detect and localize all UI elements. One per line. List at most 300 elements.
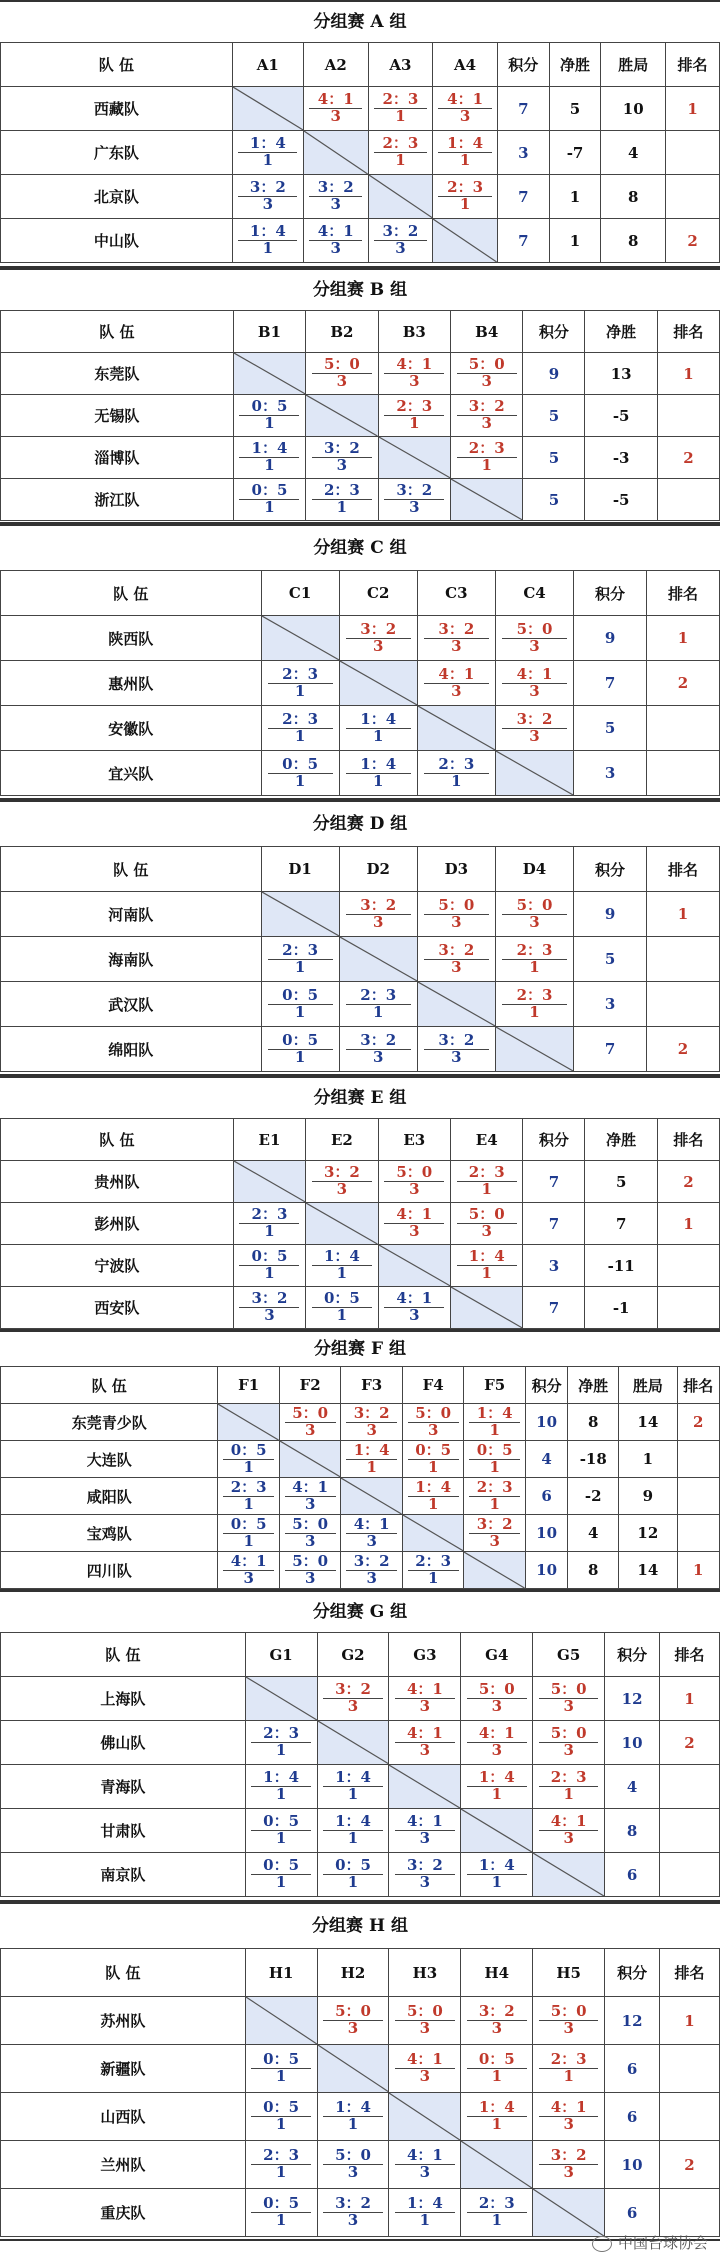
match-score-cell	[306, 1287, 378, 1329]
group-title: 分组赛 H 组	[312, 1916, 408, 1936]
match-score-cell	[533, 1809, 605, 1853]
header-row	[1, 1633, 720, 1677]
rank-cell	[660, 2045, 720, 2093]
self-match-cell	[378, 1245, 450, 1287]
match-points: 1	[451, 771, 462, 790]
match-points: 1	[264, 456, 275, 474]
column-header: 积分	[523, 311, 585, 353]
stat-cell: 14	[619, 1404, 677, 1441]
frame-score: 4：1	[438, 92, 491, 109]
self-match-cell	[339, 661, 417, 706]
column-header: G4	[461, 1633, 533, 1677]
match-points: 3	[336, 372, 348, 390]
match-score-cell	[261, 661, 339, 706]
self-match-cell	[495, 1027, 573, 1072]
match-points: 3	[563, 1829, 574, 1847]
column-header: 胜局	[601, 43, 666, 87]
team-row	[1, 616, 720, 661]
match-points: 3	[409, 1306, 420, 1324]
match-score-cell	[533, 2141, 605, 2189]
self-match-cell	[261, 616, 339, 661]
match-score-cell	[451, 1203, 523, 1245]
frame-score: 2：3	[251, 1726, 311, 1743]
frame-score: 0：5	[251, 2052, 311, 2069]
match-points: 3	[347, 1697, 359, 1715]
match-points: 1	[294, 1047, 306, 1066]
self-match-cell	[218, 1404, 280, 1441]
stat-cell: 10	[601, 87, 666, 131]
column-header: 排名	[660, 1949, 720, 1997]
match-points: 1	[481, 456, 492, 474]
frame-score: 4：1	[424, 667, 489, 684]
match-score-cell	[339, 1027, 417, 1072]
match-points: 1	[409, 414, 420, 432]
rank-cell	[657, 1287, 719, 1329]
stat-cell: 1	[619, 1441, 677, 1478]
match-points: 3	[451, 1047, 462, 1066]
frame-score: 4：1	[309, 92, 362, 109]
match-points: 3	[347, 2211, 359, 2229]
stat-cell: -11	[585, 1245, 657, 1287]
points-cell: 9	[574, 892, 647, 937]
match-points: 3	[304, 1494, 316, 1513]
column-header: C3	[417, 571, 495, 616]
match-points: 3	[336, 456, 348, 474]
self-match-cell	[233, 1161, 305, 1203]
column-header: A1	[232, 43, 303, 87]
team-name: 大连队	[1, 1441, 218, 1478]
frame-score: 3：2	[467, 2004, 527, 2021]
points-cell: 6	[605, 2093, 660, 2141]
frame-score: 0：5	[251, 1814, 311, 1831]
match-score-cell	[261, 751, 339, 796]
team-row	[1, 1027, 720, 1072]
match-score-cell	[317, 2093, 389, 2141]
team-name: 东莞青少队	[1, 1404, 218, 1441]
match-score-cell	[218, 1478, 280, 1515]
match-score-cell	[451, 395, 523, 437]
self-match-cell	[451, 479, 523, 521]
frame-score: 5：0	[502, 898, 567, 915]
column-header: D2	[339, 847, 417, 892]
column-header: 排名	[657, 311, 719, 353]
column-header: C1	[261, 571, 339, 616]
points-cell: 7	[523, 1161, 585, 1203]
rank-cell	[660, 2093, 720, 2141]
frame-score: 1：4	[323, 1770, 383, 1787]
team-row	[1, 1997, 720, 2045]
team-name: 西安队	[1, 1287, 234, 1329]
frame-score: 3：2	[323, 2196, 383, 2213]
team-row	[1, 1853, 720, 1897]
frame-score: 2：3	[374, 136, 427, 153]
column-header: E1	[233, 1119, 305, 1161]
frame-score: 4：1	[395, 2052, 455, 2069]
frame-score: 4：1	[285, 1480, 336, 1497]
frame-score: 2：3	[239, 1207, 299, 1224]
frame-score: 0：5	[239, 1249, 299, 1266]
match-score-cell	[317, 1997, 389, 2045]
frame-score: 2：3	[502, 988, 567, 1005]
match-points: 3	[563, 2163, 574, 2181]
column-header: H5	[533, 1949, 605, 1997]
match-score-cell	[378, 1161, 450, 1203]
match-score-cell	[378, 1203, 450, 1245]
self-match-cell	[279, 1441, 341, 1478]
frame-score: 4：1	[384, 1207, 444, 1224]
match-score-cell	[306, 1161, 378, 1203]
frame-score: 3：2	[384, 483, 444, 500]
stat-cell: 8	[601, 175, 666, 219]
frame-score: 2：3	[502, 943, 567, 960]
frame-score: 2：3	[539, 2052, 599, 2069]
frame-score: 5：0	[285, 1406, 336, 1423]
match-points: 1	[275, 2067, 287, 2085]
match-score-cell	[368, 131, 433, 175]
frame-score: 2：3	[268, 667, 333, 684]
points-cell: 7	[523, 1287, 585, 1329]
frame-score: 3：2	[323, 1682, 383, 1699]
team-row	[1, 1478, 720, 1515]
match-score-cell	[495, 616, 573, 661]
frame-score: 3：2	[312, 441, 372, 458]
column-header: E2	[306, 1119, 378, 1161]
team-name: 甘肃队	[1, 1809, 246, 1853]
match-points: 1	[491, 2211, 502, 2229]
standings-table	[0, 1948, 720, 2237]
rank-cell	[677, 1515, 719, 1552]
frame-score: 3：2	[395, 1858, 455, 1875]
match-score-cell	[495, 982, 573, 1027]
match-points: 1	[373, 726, 384, 745]
team-name: 宁波队	[1, 1245, 234, 1287]
team-row	[1, 937, 720, 982]
match-score-cell	[218, 1441, 280, 1478]
frame-score: 3：2	[469, 1517, 520, 1534]
match-points: 3	[529, 912, 540, 931]
group-title: 分组赛 A 组	[313, 12, 407, 32]
team-row	[1, 219, 720, 263]
frame-score: 3：2	[309, 180, 362, 197]
match-points: 3	[491, 2019, 502, 2037]
rank-cell	[660, 1809, 720, 1853]
frame-score: 5：0	[539, 1682, 599, 1699]
match-points: 1	[459, 151, 471, 169]
match-score-cell	[533, 1721, 605, 1765]
points-cell: 3	[574, 751, 647, 796]
column-header: F2	[279, 1367, 341, 1404]
header-row	[1, 847, 720, 892]
frame-score: 2：3	[408, 1554, 459, 1571]
match-score-cell	[233, 395, 305, 437]
frame-score: 4：1	[309, 224, 362, 241]
column-header: G1	[245, 1633, 317, 1677]
self-match-cell	[245, 1677, 317, 1721]
watermark	[592, 2232, 708, 2253]
match-score-cell	[417, 937, 495, 982]
match-points: 3	[347, 2019, 359, 2037]
frame-score: 2：3	[457, 1165, 517, 1182]
match-score-cell	[417, 1027, 495, 1072]
match-score-cell	[417, 892, 495, 937]
rank-cell: 1	[666, 87, 720, 131]
match-points: 1	[395, 151, 406, 169]
group-title: 分组赛 D 组	[312, 814, 408, 834]
team-name: 河南队	[1, 892, 262, 937]
frame-score: 1：4	[467, 1770, 527, 1787]
match-score-cell	[317, 2189, 389, 2237]
frame-score: 5：0	[467, 1682, 527, 1699]
column-header: 队 伍	[1, 43, 233, 87]
match-points: 1	[275, 2115, 287, 2133]
column-header: 队 伍	[1, 847, 262, 892]
frame-score: 5：0	[408, 1406, 459, 1423]
team-row	[1, 1677, 720, 1721]
match-points: 3	[373, 636, 384, 655]
self-match-cell	[306, 395, 378, 437]
frame-score: 1：4	[438, 136, 491, 153]
rank-cell: 1	[647, 616, 720, 661]
points-cell: 7	[497, 219, 549, 263]
match-points: 1	[243, 1494, 254, 1513]
match-score-cell	[233, 1203, 305, 1245]
column-header: 积分	[605, 1633, 660, 1677]
match-points: 3	[409, 1180, 420, 1198]
column-header: 积分	[523, 1119, 585, 1161]
match-points: 3	[481, 372, 492, 390]
points-cell: 6	[605, 2189, 660, 2237]
frame-score: 3：2	[346, 898, 411, 915]
group-e	[0, 1076, 720, 1330]
match-score-cell	[279, 1478, 341, 1515]
self-match-cell	[402, 1515, 464, 1552]
column-header: G2	[317, 1633, 389, 1677]
frame-score: 3：2	[346, 622, 411, 639]
team-name: 西藏队	[1, 87, 233, 131]
self-match-cell	[261, 892, 339, 937]
header-row	[1, 43, 720, 87]
team-name: 无锡队	[1, 395, 234, 437]
column-header: 胜局	[619, 1367, 677, 1404]
frame-score: 5：0	[457, 1207, 517, 1224]
group-title: 分组赛 C 组	[313, 538, 407, 558]
team-name: 宜兴队	[1, 751, 262, 796]
team-row	[1, 2189, 720, 2237]
team-row	[1, 892, 720, 937]
match-score-cell	[533, 1677, 605, 1721]
match-score-cell	[341, 1441, 403, 1478]
match-points: 3	[419, 2019, 431, 2037]
team-row	[1, 2093, 720, 2141]
match-score-cell	[533, 1997, 605, 2045]
match-points: 1	[529, 957, 540, 976]
team-row	[1, 751, 720, 796]
column-header: E3	[378, 1119, 450, 1161]
match-score-cell	[461, 1997, 533, 2045]
team-name: 淄博队	[1, 437, 234, 479]
stat-cell: 12	[619, 1515, 677, 1552]
match-score-cell	[339, 751, 417, 796]
match-points: 3	[330, 107, 341, 125]
frame-score: 0：5	[268, 988, 333, 1005]
rank-cell: 1	[677, 1552, 719, 1589]
match-points: 1	[336, 1264, 348, 1282]
rank-cell	[647, 751, 720, 796]
match-points: 3	[347, 2163, 359, 2181]
match-score-cell	[233, 1287, 305, 1329]
self-match-cell	[495, 751, 573, 796]
match-score-cell	[402, 1441, 464, 1478]
match-score-cell	[245, 1809, 317, 1853]
match-score-cell	[232, 219, 303, 263]
frame-score: 1：4	[323, 2100, 383, 2117]
team-row	[1, 2141, 720, 2189]
stat-cell: 14	[619, 1552, 677, 1589]
column-header: D4	[495, 847, 573, 892]
match-points: 3	[419, 1697, 431, 1715]
match-score-cell	[279, 1404, 341, 1441]
self-match-cell	[417, 706, 495, 751]
frame-score: 2：3	[268, 943, 333, 960]
match-score-cell	[233, 479, 305, 521]
match-score-cell	[368, 219, 433, 263]
frame-score: 2：3	[223, 1480, 274, 1497]
match-score-cell	[451, 437, 523, 479]
column-header: 队 伍	[1, 571, 262, 616]
rank-cell	[647, 982, 720, 1027]
stat-cell: 4	[568, 1515, 619, 1552]
match-score-cell	[495, 661, 573, 706]
frame-score: 0：5	[268, 757, 333, 774]
match-points: 3	[330, 195, 341, 213]
frame-score: 2：3	[467, 2196, 527, 2213]
rank-cell: 2	[666, 219, 720, 263]
frame-score: 5：0	[323, 2148, 383, 2165]
frame-score: 2：3	[469, 1480, 520, 1497]
column-header: 队 伍	[1, 1119, 234, 1161]
match-score-cell	[461, 2045, 533, 2093]
rank-cell	[657, 395, 719, 437]
self-match-cell	[451, 1287, 523, 1329]
match-points: 1	[489, 1420, 500, 1439]
points-cell: 7	[574, 1027, 647, 1072]
frame-score: 5：0	[384, 1165, 444, 1182]
frame-score: 4：1	[384, 357, 444, 374]
frame-score: 1：4	[457, 1249, 517, 1266]
rank-cell: 1	[660, 1997, 720, 2045]
team-name: 广东队	[1, 131, 233, 175]
match-points: 1	[347, 1785, 359, 1803]
column-header: H1	[245, 1949, 317, 1997]
points-cell: 7	[497, 87, 549, 131]
match-score-cell	[451, 1245, 523, 1287]
rank-cell	[677, 1441, 719, 1478]
points-cell: 3	[574, 982, 647, 1027]
frame-score: 1：4	[323, 1814, 383, 1831]
rank-cell	[647, 706, 720, 751]
stat-cell: 7	[585, 1203, 657, 1245]
frame-score: 4：1	[384, 1291, 444, 1308]
match-score-cell	[279, 1515, 341, 1552]
frame-score: 3：2	[312, 1165, 372, 1182]
points-cell: 5	[523, 479, 585, 521]
stat-cell: -3	[585, 437, 657, 479]
match-points: 3	[243, 1568, 254, 1587]
match-score-cell	[461, 2093, 533, 2141]
frame-score: 1：4	[346, 712, 411, 729]
points-cell: 10	[525, 1515, 567, 1552]
match-points: 3	[366, 1531, 377, 1550]
column-header: H2	[317, 1949, 389, 1997]
match-points: 1	[275, 2211, 287, 2229]
match-score-cell	[245, 2189, 317, 2237]
team-name: 重庆队	[1, 2189, 246, 2237]
match-score-cell	[402, 1478, 464, 1515]
self-match-cell	[461, 1809, 533, 1853]
frame-score: 4：1	[502, 667, 567, 684]
points-cell: 5	[574, 937, 647, 982]
match-points: 1	[481, 1264, 492, 1282]
stat-cell: -5	[585, 395, 657, 437]
frame-score: 3：2	[346, 1406, 397, 1423]
match-score-cell	[417, 616, 495, 661]
team-row	[1, 1203, 720, 1245]
team-name: 安徽队	[1, 706, 262, 751]
frame-score: 0：5	[323, 1858, 383, 1875]
frame-score: 1：4	[346, 757, 411, 774]
match-points: 1	[395, 107, 406, 125]
match-score-cell	[341, 1404, 403, 1441]
match-points: 1	[275, 1829, 287, 1847]
match-score-cell	[232, 175, 303, 219]
column-header: H4	[461, 1949, 533, 1997]
match-points: 3	[451, 912, 462, 931]
column-header: 队 伍	[1, 1633, 246, 1677]
column-header: 积分	[525, 1367, 567, 1404]
points-cell: 3	[497, 131, 549, 175]
frame-score: 5：0	[285, 1517, 336, 1534]
match-points: 3	[529, 681, 540, 700]
match-points: 1	[262, 151, 274, 169]
match-score-cell	[245, 2093, 317, 2141]
rank-cell: 2	[647, 1027, 720, 1072]
match-score-cell	[341, 1552, 403, 1589]
frame-score: 2：3	[457, 441, 517, 458]
match-points: 3	[481, 1222, 492, 1240]
match-score-cell	[232, 131, 303, 175]
team-name: 兰州队	[1, 2141, 246, 2189]
stat-cell: 13	[585, 353, 657, 395]
self-match-cell	[245, 1997, 317, 2045]
rank-cell	[660, 1765, 720, 1809]
self-match-cell	[339, 937, 417, 982]
points-cell: 7	[523, 1203, 585, 1245]
frame-score: 5：0	[395, 2004, 455, 2021]
standings-table	[0, 1366, 720, 1589]
match-points: 3	[304, 1531, 316, 1550]
self-match-cell	[378, 437, 450, 479]
match-points: 1	[262, 239, 274, 257]
frame-score: 1：4	[469, 1406, 520, 1423]
frame-score: 1：4	[312, 1249, 372, 1266]
frame-score: 3：2	[424, 943, 489, 960]
team-row	[1, 1287, 720, 1329]
match-points: 3	[451, 681, 462, 700]
match-score-cell	[464, 1478, 526, 1515]
team-name: 山西队	[1, 2093, 246, 2141]
frame-score: 3：2	[457, 399, 517, 416]
frame-score: 2：3	[251, 2148, 311, 2165]
